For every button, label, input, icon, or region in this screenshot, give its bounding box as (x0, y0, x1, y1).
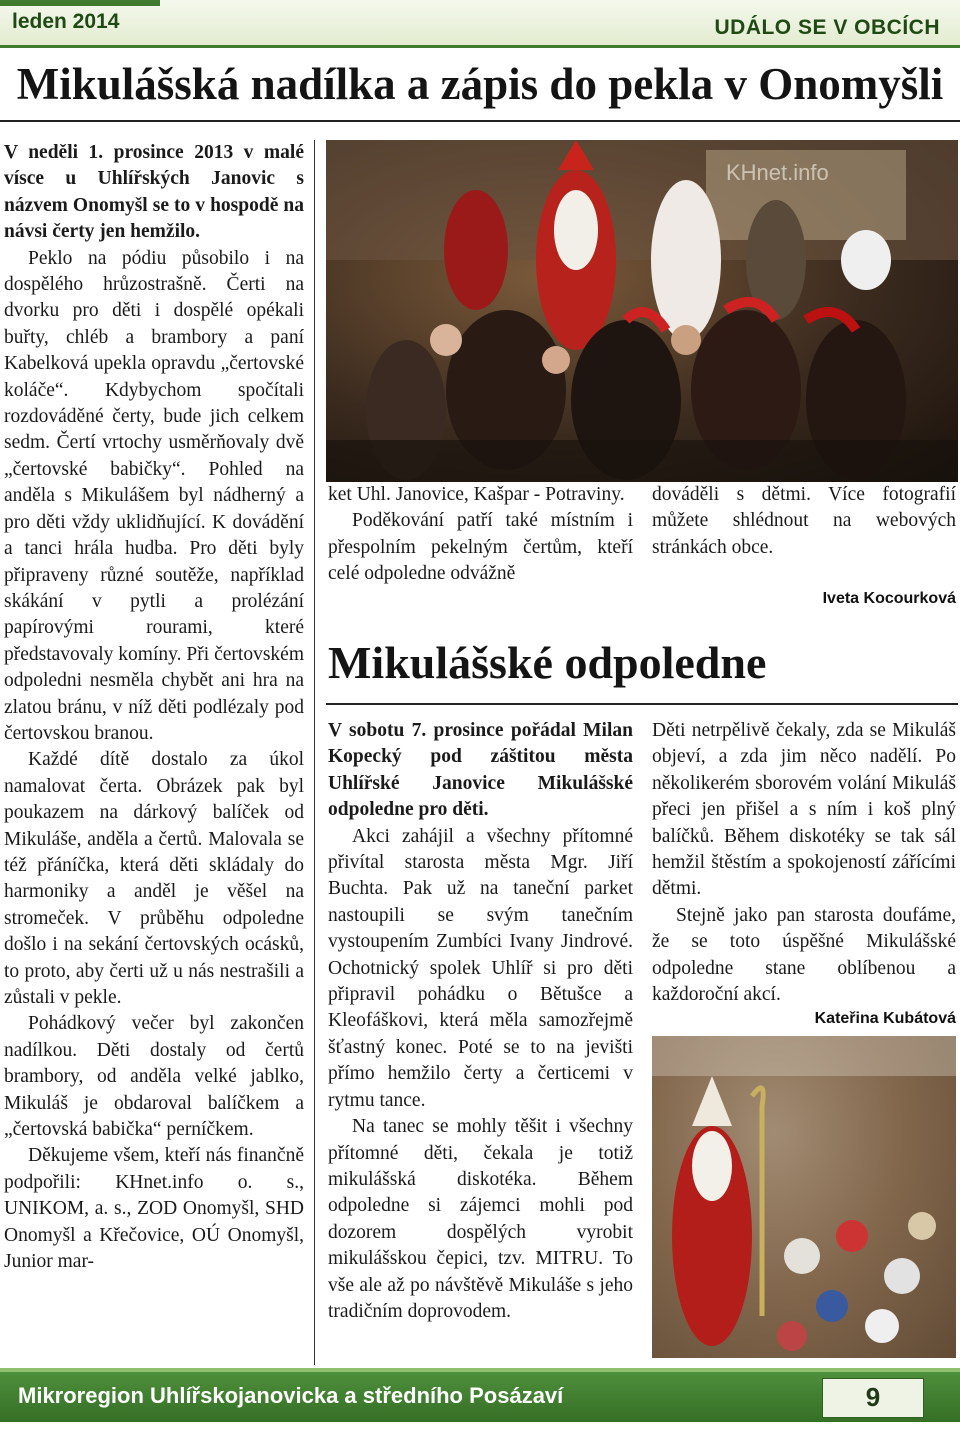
header-accent-bar (0, 0, 160, 6)
photo-mikulas-with-devils (326, 140, 958, 482)
article2-column1 (328, 718, 633, 1325)
article1-paragraph: Pohádkový večer byl zakončen nadílkou. Děti dostaly od čertů brambory, od anděla velké jablko, Mikuláš je obdaroval balíčkem a „čertovská babička“ perníčkem. (4, 1013, 304, 1141)
article1-title: Mikulášská nadílka a zápis do pekla v Onomyšli (16, 59, 944, 109)
article2-author: Kateřina Kubátová (814, 1010, 956, 1027)
article1-paragraph: Poděkování patří také místním i přespolním pekelným čertům, kteří celé odpoledne odvážně (328, 510, 633, 585)
article1-column2 (328, 482, 633, 588)
footer-stripe (0, 1368, 960, 1372)
section-label: UDÁLO SE V OBCÍCH (714, 16, 940, 39)
article2-column2 (652, 718, 956, 1008)
article1-author: Iveta Kocourková (822, 590, 956, 607)
page-number: 9 (865, 1382, 881, 1412)
photo2-illustration (652, 1036, 956, 1358)
header-rule (0, 45, 960, 48)
photo1-illustration (326, 140, 958, 482)
page-footer (0, 1372, 960, 1422)
issue-date: leden 2014 (12, 10, 120, 33)
article2-paragraph: Stejně jako pan starosta doufáme, že se toto úspěšné Mikulášské odpoledne stane oblíbenou a každoroční akcí. (652, 904, 956, 1006)
article1-paragraph-cont: ket Uhl. Janovice, Kašpar - Potraviny. (328, 484, 625, 505)
page-header (0, 0, 960, 48)
article1-paragraph: Peklo na pódiu působilo i na dospělého hrůzostrašně. Čerti na dvorku pro děti i dospělé opékali buřty, chléb a brambory a paní Kabelková upekla opravdu „čertovské koláče“. Kdybychom spočítali rozdováděné čerty, bude jich celkem sedm. Čertí vrtochy usměrňovaly dvě „čertovské babičky“. Pohled na anděla s Mikulášem byl nádherný a pro děti vždy uklidňující. K dovádění a tanci hrála hudba. Pro děti byly připraveny různé soutěže, například skákání v pytli a prolézání papírovými rourami, které představovaly komíny. Při čertovském odpoledni nesměla chybět ani hra na zlatou bránu, v níž děti podlézaly pod čertovskou branou. (4, 247, 304, 744)
article2-title: Mikulášské odpoledne (328, 637, 767, 688)
footer-title: Mikroregion Uhlířskojanovicka a středního Posázaví (18, 1383, 564, 1408)
article1-column1 (4, 140, 304, 1275)
article1-lead: V neděli 1. prosince 2013 v malé vísce u Uhlířských Janovic s názvem Onomyšl se to v hospodě na návsi čerty jen hemžilo. (4, 142, 304, 243)
column-divider (314, 140, 315, 1365)
photo1-watermark: KHnet.info (726, 160, 829, 185)
article2-lead: V sobotu 7. prosince pořádal Milan Kopecký pod záštitou města Uhlířské Janovice Mikulášské odpoledne pro děti. (328, 720, 633, 821)
article1-paragraph-cont: dováděli s dětmi. Více fotografií můžete shlédnout na webových stránkách obce. (652, 484, 956, 558)
article1-title-rule (0, 120, 960, 122)
page-number-box (822, 1378, 924, 1418)
article1-paragraph: Každé dítě dostalo za úkol namalovat čerta. Obrázek pak byl poukazem na dárkový balíček od Mikuláše, anděla a čertů. Malovala se též přáníčka, která děti skládaly do harmoniky a anděl je věšel na stromeček. V průběhu odpoledne došlo i na sekání čertovských ocásků, to proto, aby čerti už u nás nestrašili a zůstali v pekle. (4, 749, 304, 1008)
article2-paragraph: Akci zahájil a všechny přítomné přivítal starosta města Mgr. Jiří Buchta. Pak už na taneční parket nastoupili se svým tanečním vystoupením Zumbíci Ivany Jindrové. Ochotnický spolek Uhlíř si pro děti připravil pohádku o Bětušce a Kleofáškovi, která měla samozřejmě šťastný konec. Poté se to na jevišti přímo hemžilo čerty a čerticemi v rytmu tance. (328, 825, 633, 1111)
article2-paragraph: Děti netrpělivě čekaly, zda se Mikuláš objeví, a zda jim něco nadělí. Po několikerém sborovém volání Mikuláš přeci jen přišel a s ním i koš plný balíčků. Během diskotéky se tak sál hemžil štěstím a spokojeností zářícími dětmi. (652, 720, 956, 900)
article1-column3 (652, 482, 956, 561)
article2-paragraph: Na tanec se mohly těšit i všechny přítomné děti, čekala je totiž mikulášská diskotéka. Během odpoledne si zájemci mohli pod dozorem dospělých vyrobit mikulášskou čepici, tzv. MITRU. To vše ale až po návštěvě Mikuláše s jeho tradičním doprovodem. (328, 1116, 633, 1322)
article1-paragraph: Děkujeme všem, kteří nás finančně podpořili: KHnet.info o. s., UNIKOM, a. s., ZOD Onomyšl, SHD Onomyšl a Křečovice, OÚ Onomyšl, Junior mar- (4, 1145, 304, 1273)
photo-mikulas-with-children (652, 1036, 956, 1358)
article2-title-rule (326, 703, 958, 705)
